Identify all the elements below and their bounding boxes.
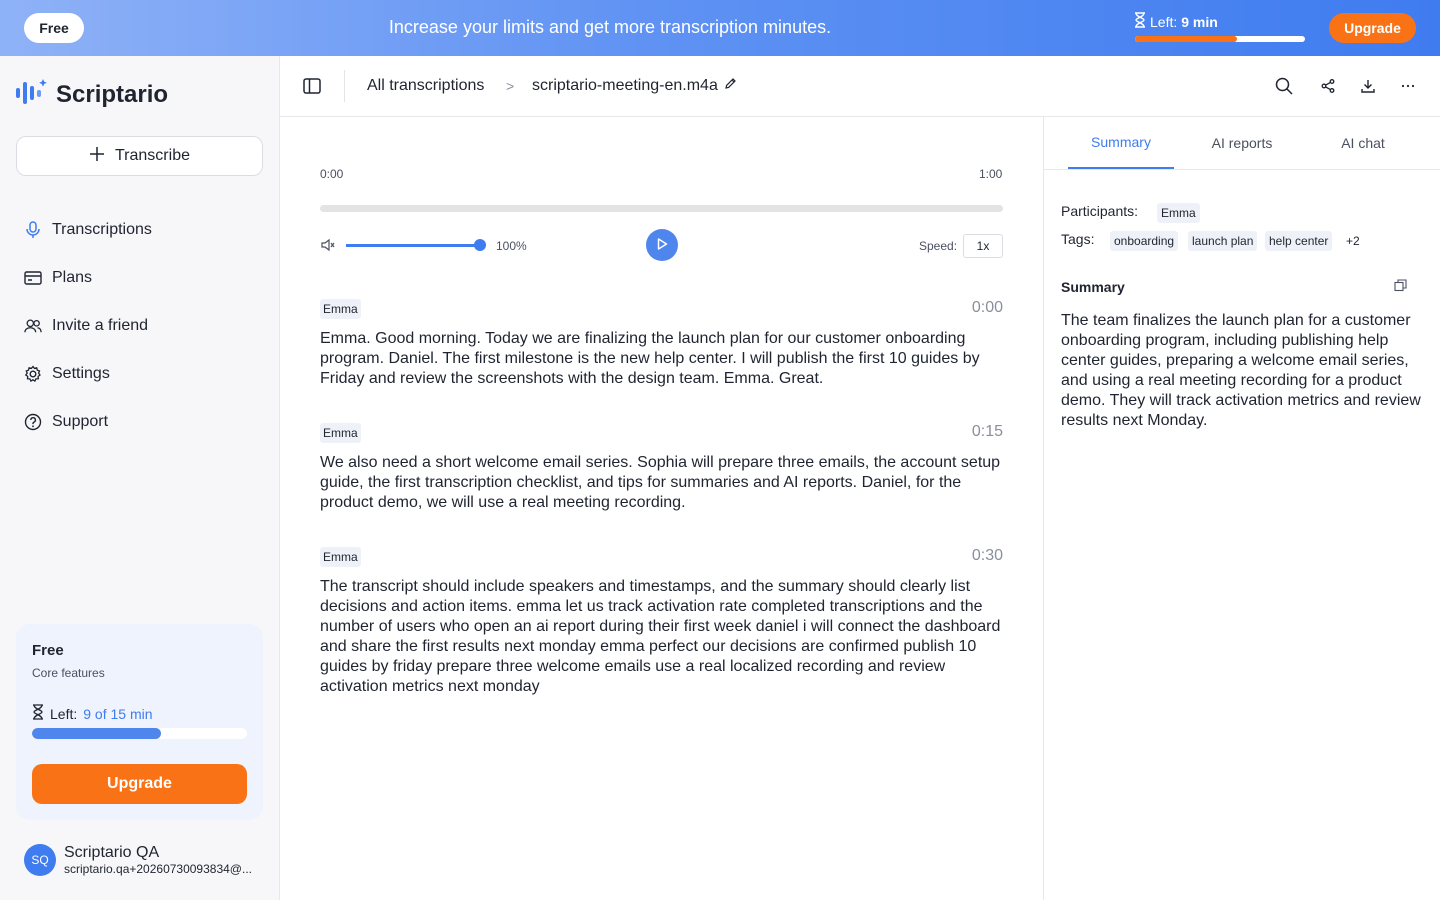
speed-select[interactable]: 1x (963, 234, 1003, 258)
logo-icon (16, 78, 48, 111)
card-icon (24, 269, 42, 287)
participant-chip[interactable]: Emma (1157, 203, 1200, 223)
transcript-segment (320, 547, 1003, 697)
seek-bar[interactable] (320, 205, 1003, 212)
user-profile[interactable] (24, 844, 274, 876)
minutes-left-value: 9 min (1181, 13, 1218, 30)
logo[interactable] (16, 78, 168, 111)
sidebar-item-transcriptions[interactable] (24, 206, 264, 254)
gear-icon (24, 365, 42, 383)
logo-text: Scriptario (56, 80, 169, 108)
speaker-label[interactable]: Emma (320, 299, 361, 319)
tag-chip[interactable]: help center (1265, 231, 1332, 251)
minutes-left-label: Left: (1150, 13, 1178, 30)
tag-chip[interactable]: onboarding (1110, 231, 1178, 251)
play-icon (655, 237, 669, 254)
minutes-left (1134, 12, 1218, 31)
breadcrumb-file (532, 77, 737, 95)
banner-message: Increase your limits and get more transcription minutes. (388, 17, 832, 37)
segment-timestamp[interactable]: 0:00 (971, 299, 1003, 316)
user-name: Scriptario QA (64, 844, 160, 861)
more-tags[interactable]: +2 (1346, 234, 1360, 248)
sidebar-nav (24, 206, 264, 446)
microphone-icon (24, 221, 42, 239)
plan-pill: Free (24, 13, 84, 43)
transcribe-button[interactable] (16, 136, 263, 176)
plan-upgrade-button[interactable]: Upgrade (32, 764, 247, 804)
file-name: scriptario-meeting-en.m4a (532, 77, 718, 94)
share-icon[interactable] (1318, 76, 1338, 96)
plan-left-value: 9 of 15 min (83, 705, 153, 722)
tab-ai-chat[interactable]: AI chat (1341, 135, 1385, 151)
plus-icon (89, 146, 105, 167)
sidebar (0, 56, 280, 900)
banner-upgrade-button[interactable]: Upgrade (1329, 13, 1416, 43)
sidebar-item-plans[interactable] (24, 254, 264, 302)
breadcrumb-all-transcriptions[interactable]: All transcriptions (367, 77, 485, 94)
upgrade-banner (0, 0, 1440, 56)
segment-timestamp[interactable]: 0:30 (971, 547, 1003, 564)
details-panel (1043, 117, 1440, 900)
segment-text: Emma. Good morning. Today we are finalizing the launch plan for our customer onboarding program. Daniel. The first milestone is the new help center. I will publish the first 10 guides by Friday and review the screenshots with the design team. Emma. Great. (320, 330, 980, 387)
segment-timestamp[interactable]: 0:15 (971, 423, 1003, 440)
volume-icon[interactable] (320, 237, 336, 253)
summary-title: Summary (1061, 279, 1125, 295)
sidebar-item-label: Invite a friend (52, 317, 149, 334)
sidebar-item-label: Support (52, 413, 109, 430)
sidebar-item-label: Plans (52, 269, 93, 286)
sidebar-item-label: Settings (52, 365, 110, 382)
speed-label: Speed: (919, 239, 958, 253)
plan-card (16, 624, 263, 820)
users-icon (24, 317, 42, 335)
volume-percent: 100% (496, 239, 527, 253)
transcript-panel (280, 117, 1043, 900)
speaker-label[interactable]: Emma (320, 547, 361, 567)
minutes-progress-bar (1135, 36, 1305, 42)
segment-text: The transcript should include speakers and timestamps, and the summary should clearly list decisions and action items. emma let us track activation rate completed transcriptions and the number of users who open an ai report during their first week daniel i will connect the dashboard and share the first results next monday emma perfect our decisions are confirmed publish 10 guides by friday prepare three welcome emails use a real localized recording and review activation metrics next monday (320, 578, 1001, 695)
tags-label: Tags: (1061, 231, 1095, 247)
plan-progress-bar (32, 728, 247, 739)
header (280, 56, 1440, 117)
transcript-segment (320, 299, 1003, 389)
header-divider (344, 70, 345, 102)
plan-name: Free (32, 642, 64, 659)
segment-text: We also need a short welcome email series. Sophia will prepare three emails, the account setup guide, the first transcription checklist, and tips for summaries and AI reports. Daniel, for the product demo, we will use a real meeting recording. (320, 454, 1001, 511)
breadcrumb-separator: > (506, 78, 515, 94)
summary-text: The team finalizes the launch plan for a customer onboarding program, including publishing help center guides, preparing a welcome email series, and using a real meeting recording for a product demo. They will track activation metrics and review results next Monday. (1061, 312, 1421, 429)
plan-minutes-left (32, 704, 153, 723)
player-duration: 1:00 (979, 167, 1003, 181)
volume-slider[interactable] (346, 244, 480, 247)
download-icon[interactable] (1358, 76, 1378, 96)
sidebar-item-label: Transcriptions (52, 221, 152, 238)
volume-slider-handle[interactable] (474, 239, 486, 251)
copy-icon[interactable] (1394, 279, 1408, 293)
sidebar-item-settings[interactable] (24, 350, 264, 398)
more-icon[interactable] (1398, 76, 1418, 96)
details-tabs (1044, 117, 1440, 170)
plan-progress-fill (32, 728, 161, 739)
user-email: scriptario.qa+20260730093834@... (64, 862, 252, 876)
participants-label: Participants: (1061, 203, 1139, 219)
plan-left-label: Left: (50, 705, 78, 722)
help-icon (24, 413, 42, 431)
minutes-progress-fill (1135, 36, 1237, 42)
pencil-icon[interactable] (724, 77, 737, 95)
transcribe-label: Transcribe (115, 147, 190, 164)
tab-ai-reports[interactable]: AI reports (1211, 135, 1273, 151)
hourglass-icon (1134, 12, 1146, 31)
sidebar-toggle-icon[interactable] (302, 76, 322, 96)
tab-summary[interactable]: Summary (1068, 117, 1174, 169)
speaker-label[interactable]: Emma (320, 423, 361, 443)
play-button[interactable] (646, 229, 678, 261)
plan-subtitle: Core features (32, 666, 105, 680)
tag-chip[interactable]: launch plan (1188, 231, 1257, 251)
volume-slider-fill (346, 244, 480, 247)
avatar: SQ (24, 844, 56, 876)
sidebar-item-invite[interactable] (24, 302, 264, 350)
transcript-segment (320, 423, 1003, 513)
hourglass-icon (32, 704, 44, 723)
search-icon[interactable] (1274, 76, 1294, 96)
sidebar-item-support[interactable] (24, 398, 264, 446)
player-current-time: 0:00 (320, 167, 344, 181)
